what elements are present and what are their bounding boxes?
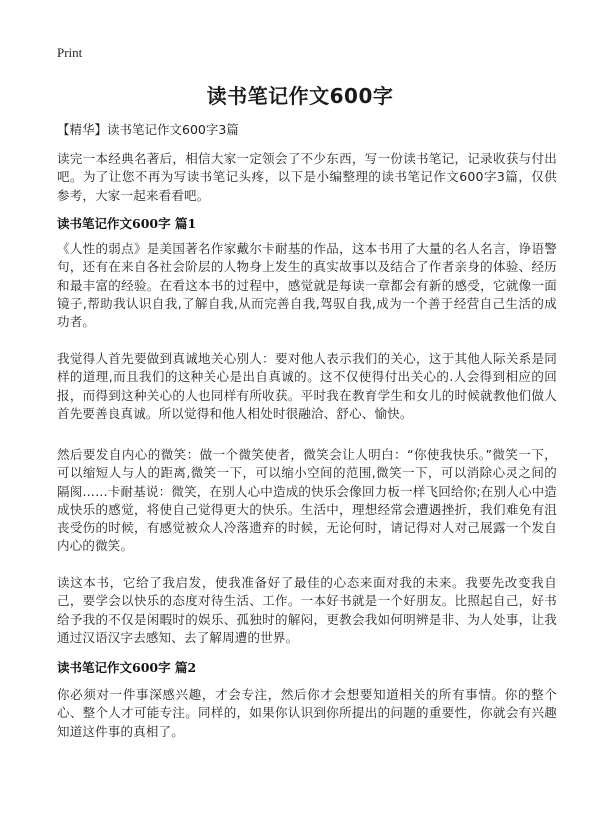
- print-label[interactable]: Print: [57, 45, 83, 60]
- paragraph: 你必须对一件事深感兴趣，才会专注，然后你才会想要知道相关的所有事情。你的整个心、整个人才可能专注。同样的，如果你认识到你所提出的问题的重要性，你就会有兴趣知道这件事的真相了。: [57, 687, 557, 739]
- tag-line: 【精华】读书笔记作文600字3篇: [57, 122, 239, 137]
- paragraph: 《人性的弱点》是美国著名作家戴尔卡耐基的作品，这本书用了大量的名人名言，诤语警句，还有在来自各社会阶层的人物身上发生的真实故事以及结合了作者亲身的体验、经历和最丰富的经验。在看这本书的过程中，感觉就是每读一章都会有新的感受，它就像一面镜子,帮助我认识自我,了解自我,从而完善自我,驾驭自我,成为一个善于经营自己生活的成功者。: [57, 241, 557, 330]
- paragraph: 然后要发自内心的微笑：做一个微笑使者，微笑会让人明白：“你使我快乐。”微笑一下，可以缩短人与人的距离,微笑一下，可以缩小空间的范围,微笑一下，可以消除心灵之间的隔阂……卡耐基说：微笑，在别人心中造成的快乐会像回力板一样飞回给你;在别人心中造成快乐的感觉，将使自己觉得更大的快乐。生活中，理想经常会遭遇挫折，我们难免有沮丧受伤的时候，有感觉被众人冷落遗弃的时候，无论何时，请记得对人对己展露一个发自内心的微笑。: [57, 447, 557, 554]
- intro-paragraph: 读完一本经典名著后，相信大家一定领会了不少东西，写一份读书笔记，记录收获与付出吧。为了让您不再为写读书笔记头疼，以下是小编整理的读书笔记作文600字3篇，仅供参考，大家一起来看看吧。: [57, 151, 557, 203]
- section-heading-1: 读书笔记作文600字 篇1: [57, 216, 197, 231]
- document-title: 读书笔记作文600字: [206, 84, 394, 108]
- paragraph: 我觉得人首先要做到真诚地关心别人：要对他人表示我们的关心，这于其他人际关系是同样的道理,而且我们的这种关心是出自真诚的。这不仅使得付出关心的.人会得到相应的回报，而得到这种关心的人也同样有所收获。平时我在教育学生和女儿的时候就教他们做人首先要善良真诚。所以觉得和他人相处时很融洽、舒心、愉快。: [57, 351, 557, 421]
- section-heading-2: 读书笔记作文600字 篇2: [57, 660, 197, 675]
- paragraph: 读这本书，它给了我启发，使我准备好了最佳的心态来面对我的未来。我要先改变我自己，要学会以快乐的态度对待生活、工作。一本好书就是一个好朋友。比照起自己，好书给予我的不仅是闲暇时的娱乐、孤独时的解闷，更教会我如何明辨是非、为人处事，让我通过汉语汉字去感知、去了解周遭的世界。: [57, 575, 557, 645]
